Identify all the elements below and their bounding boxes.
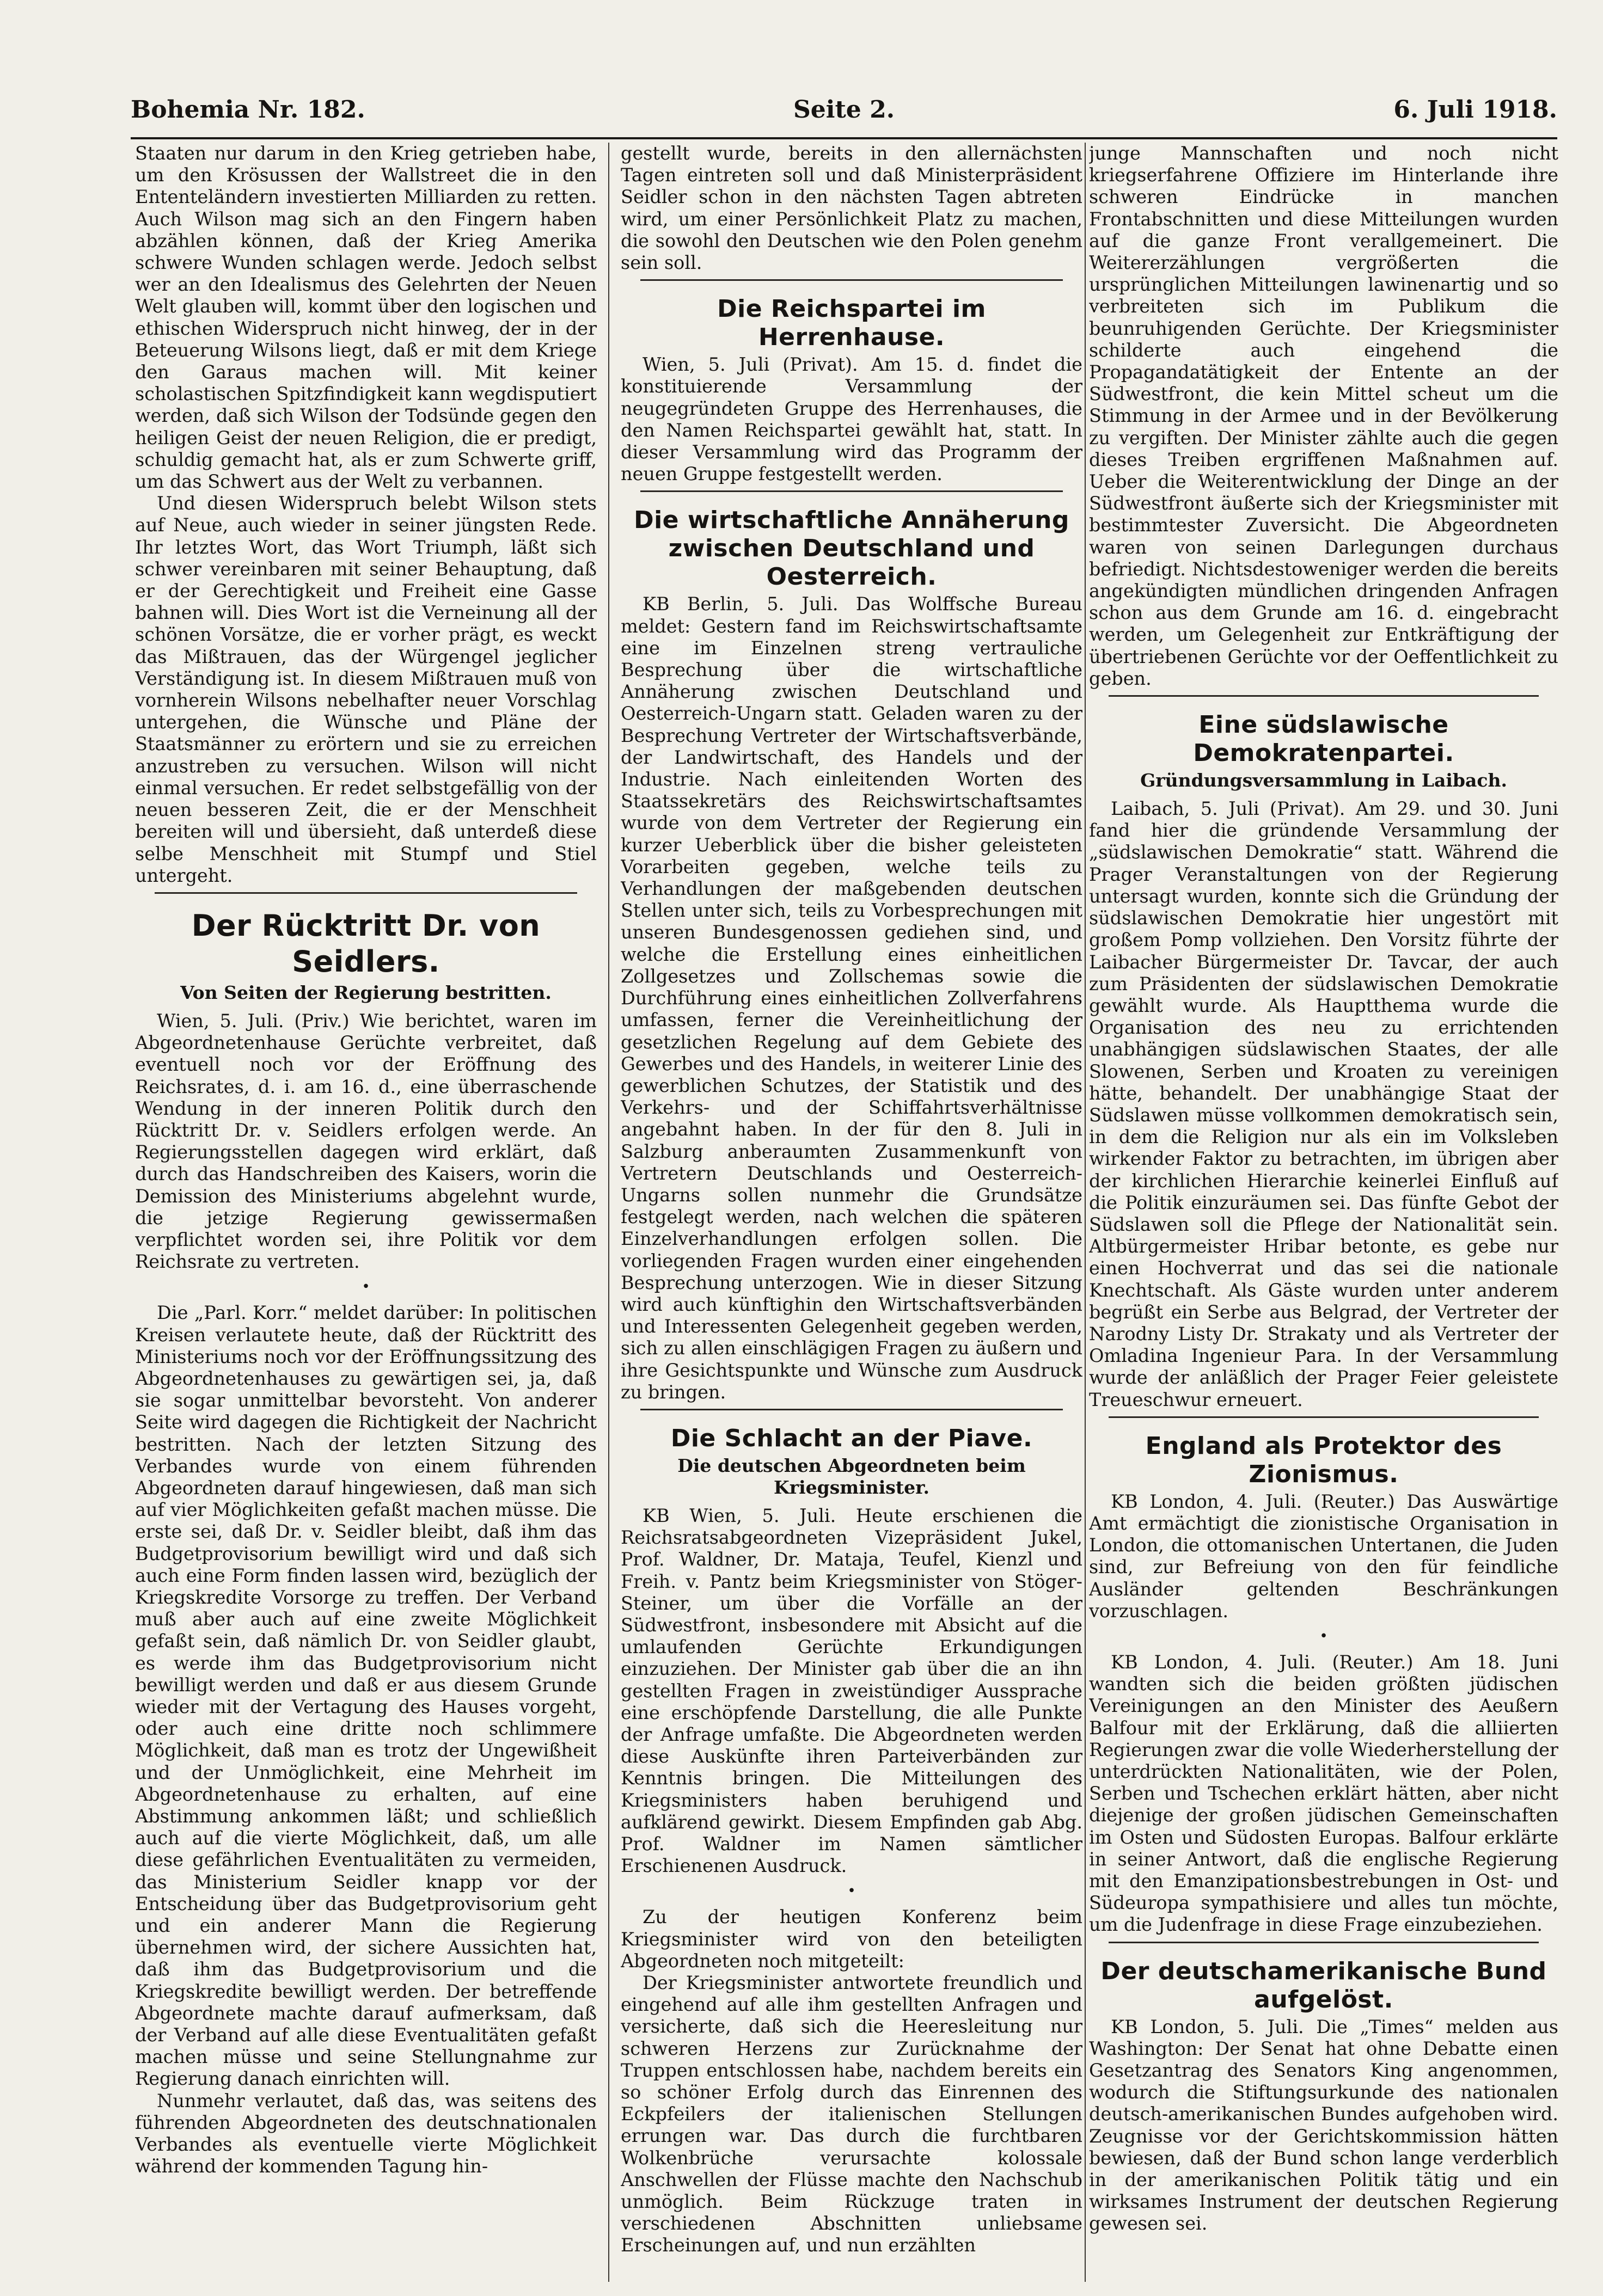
article-paragraph: Zu der heutigen Konferenz beim Kriegsminister wird von den beteiligten Abgeordneten noch mitgeteilt: xyxy=(621,1906,1082,1972)
article-divider xyxy=(155,892,577,894)
column-2 xyxy=(621,143,1082,2282)
masthead-rule xyxy=(131,137,1557,139)
article-paragraph: KB London, 4. Juli. (Reuter.) Das Auswärtige Amt ermächtigt die zionistische Organisation in London, die ottomanischen Untertanen, die Juden sind, zur Befreiung von den für feindliche Ausländer geltenden Beschränkungen vorzuschlagen. xyxy=(1089,1490,1558,1622)
article-paragraph: Laibach, 5. Juli (Privat). Am 29. und 30. Juni fand hier die gründende Versammlung der „südslawischen Demokratie“ statt. Während die Prager Veranstaltungen von der Regierung untersagt wurden, konnte sich die Gründung der südslawischen Demokratie hier ungestört mit großem Pomp vollziehen. Den Vorsitz führte der Laibacher Bürgermeister Dr. Tavcar, der auch zum Präsidenten der südslawischen Demokratie gewählt wurde. Als Hauptthema wurde die Organisation des neu zu errichtenden unabhängigen südslawischen Staates, der alle Slowenen, Serben und Kroaten zu vereinigen hätte, behandelt. Der unabhängige Staat der Südslawen müsse vollkommen demokratisch sein, in dem die Religion nur als ein im Volksleben wirkender Faktor zu betrachten, im übrigen aber der kirchlichen Hierarchie keinerlei Einfluß auf die Politik einzuräumen sei. Das fünfte Gebot der Südslawen soll die Pflege der Nationalität sein. Altbürgermeister Hribar betonte, es gebe nur einen Hochverrat und das sei die nationale Knechtschaft. Als Gäste wurden unter anderem begrüßt ein Serbe aus Belgrad, der Vertreter der Narodny Listy Dr. Strakaty und als Vertreter der Omladina Ingenieur Para. In der Versammlung wurde der anläßlich der Prager Feier geleistete Treueschwur erneuert. xyxy=(1089,798,1558,1410)
article-paragraph: KB Wien, 5. Juli. Heute erschienen die Reichsratsabgeordneten Vizepräsident Jukel, Prof. Waldner, Dr. Mataja, Teufel, Kienzl und Freih. v. Pantz beim Kriegsminister von Stöger-Steiner, um über die Vorfälle an der Südwestfront, insbesondere mit Absicht auf die umlaufenden Gerüchte Erkundigungen einzuziehen. Der Minister gab über die an ihn gestellten Fragen in zweistündiger Aussprache eine erschöpfende Darstellung, die alle Punkte der Anfrage umfaßte. Die Abgeordneten werden diese Auskünfte ihren Parteiverbänden zur Kenntnis bringen. Die Mitteilungen des Kriegsministers haben beruhigend und aufklärend gewirkt. Diesem Empfinden gab Abg. Prof. Waldner im Namen sämtlicher Erschienenen Ausdruck. xyxy=(621,1505,1082,1877)
newspaper-issue: Bohemia Nr. 182. xyxy=(131,96,365,124)
article-divider xyxy=(1109,1942,1539,1943)
column-divider xyxy=(1085,143,1086,2282)
article-paragraph: Und diesen Widerspruch belebt Wilson stets auf Neue, auch wieder in seiner jüngsten Rede. Ihr letztes Wort, das Wort Triumph, läßt sich schwer vereinbaren mit seiner Behauptung, daß er der Gerechtigkeit und Freiheit eine Gasse bahnen will. Dies Wort ist die Verneinung all der schönen Vorsätze, die er vorher prägt, es weckt das Mißtrauen, das der Würgengel jeglicher Verständigung ist. In diesem Mißtrauen muß von vornherein Wilsons nebelhafter neuer Vorschlag untergehen, die Wünsche und Pläne der Staatsmänner zu erörtern und sie zu erreichen anzustreben zu versuchen. Wilson will nicht einmal versuchen. Er redet selbstgefällig von der neuen besseren Zeit, die er der Menschheit bereiten will und übersieht, daß unterdeß diese selbe Menschheit mit Stumpf und Stiel untergeht. xyxy=(135,493,597,886)
headline-annaeherung: Die wirtschaftliche Annäherung zwischen Deutschland und Oesterreich. xyxy=(634,506,1069,591)
separator-dot: • xyxy=(847,1883,856,1900)
article-paragraph: KB London, 5. Juli. Die „Times“ melden aus Washington: Der Senat hat ohne Debatte einen Gesetzantrag des Senators King angenommen, wodurch die Stiftungsurkunde des nationalen deutsch-amerikanischen Bundes aufgehoben wird. Zeugnisse vor der Gerichtskommission hätten bewiesen, daß der Bund schon lange verderblich in der amerikanischen Politik tätig und ein wirksames Instrument der deutschen Regierung gewesen sei. xyxy=(1089,2016,1558,2234)
article-paragraph: Die „Parl. Korr.“ meldet darüber: In politischen Kreisen verlautete heute, daß der Rücktritt des Ministeriums noch vor der Eröffnungssitzung des Abgeordnetenhauses zu gewärtigen sei, ja, daß sie sogar unmittelbar bevorsteht. Von anderer Seite wird dagegen die Richtigkeit der Nachricht bestritten. Nach der letzten Sitzung des Verbandes wurde von einem führenden Abgeordneten darauf hingewiesen, daß man sich auf vier Möglichkeiten gefaßt machen müsse. Die erste sei, daß Dr. v. Seidler bleibt, daß ihm das Budgetprovisorium bewilligt wird und daß sich auch eine Form finden lassen wird, bezüglich der Kriegskredite Vorsorge zu treffen. Der Verband muß aber auch auf eine zweite Möglichkeit gefaßt sein, daß nämlich Dr. von Seidler glaubt, es werde ihm das Budgetprovisorium nicht bewilligt werden und daß er aus diesem Grunde wieder mit der Vertagung des Hauses vorgeht, oder auch eine dritte noch schlimmere Möglichkeit, daß man es trotz der Ungewißheit und der Unmöglichkeit, eine Mehrheit im Abgeordnetenhause zu erhalten, auf eine Abstimmung ankommen läßt; und schließlich auch auf die vierte Möglichkeit, daß, um alle diese gefährlichen Eventualitäten zu vermeiden, das Ministerium Seidler knapp vor der Entscheidung über das Budgetprovisorium geht und ein anderer Mann die Regierung übernehmen wird, der sichere Aussichten hat, daß ihm das Budgetprovisorium und die Kriegskredite bewilligt werden. Der betreffende Abgeordnete machte darauf aufmerksam, daß der Verband auf alle diese Eventualitäten gefaßt machen müsse und seine Stellungnahme zur Regierung danach einrichten will. xyxy=(135,1302,597,2090)
article-paragraph: junge Mannschaften und noch nicht kriegserfahrene Offiziere im Hinterlande ihre schweren Eindrücke in manchen Frontabschnitten und diese Mitteilungen wurden auf die ganze Front verallgemeinert. Die Weitererzählungen vergrößerten die ursprünglichen Mitteilungen lawinenartig und so verbreiteten sich im Publikum die beunruhigenden Gerüchte. Der Kriegsminister schilderte auch eingehend die Propagandatätigkeit der Entente an der Südwestfront, die kein Mittel scheut um die Stimmung in der Armee und in der Bevölkerung zu vergiften. Der Minister zählte auch die gegen dieses Treiben ergriffenen Maßnahmen auf. Ueber die Weiterentwicklung der Dinge an der Südwestfront äußerte sich der Kriegsminister mit bestimmtester Zuversicht. Die Abgeordneten waren von seinen Darlegungen durchaus befriedigt. Nichtsdestoweniger werden die bereits angekündigten mündlichen dringenden Anfragen schon aus dem Grunde am 16. d. eingebracht werden, um Gelegenheit zur Entkräftigung der übertriebenen Gerüchte vor der Oeffentlichkeit zu geben. xyxy=(1089,143,1558,689)
headline-reichspartei: Die Reichspartei im Herrenhause. xyxy=(717,295,986,352)
article-divider xyxy=(640,490,1063,492)
subheadline-suedslawische-demokratenpartei: Gründungsversammlung in Laibach. xyxy=(1140,770,1507,791)
article-paragraph: Der Kriegsminister antwortete freundlich und eingehend auf alle ihm gestellten Anfragen und versicherte, daß sich die Heeresleitung nur schweren Herzens zur Zurücknahme der Truppen entschlossen habe, nachdem bereits ein so schöner Erfolg durch das Einrennen des Eckpfeilers der italienischen Stellungen errungen war. Das durch die furchtbaren Wolkenbrüche verursachte kolossale Anschwellen der Flüsse machte den Nachschub unmöglich. Beim Rückzuge traten in verschiedenen Abschnitten unliebsame Erscheinungen auf, und nun erzählten xyxy=(621,1972,1082,2256)
headline-piave: Die Schlacht an der Piave. xyxy=(670,1424,1033,1452)
issue-date: 6. Juli 1918. xyxy=(1393,96,1557,124)
article-divider xyxy=(640,1409,1063,1410)
article-divider xyxy=(1109,695,1539,697)
headline-deutschamerikanischer-bund: Der deutschamerikanische Bund aufgelöst. xyxy=(1100,1957,1547,2013)
page-number: Seite 2. xyxy=(793,96,895,124)
article-divider xyxy=(1109,1416,1539,1418)
separator-dot: • xyxy=(362,1279,370,1296)
article-paragraph: KB Berlin, 5. Juli. Das Wolffsche Bureau meldet: Gestern fand im Reichswirtschaftsamte eine im Einzelnen streng vertrauliche Besprechung über die wirtschaftliche Annäherung zwischen Deutschland und Oesterreich-Ungarn statt. Geladen waren zu der Besprechung Vertreter der Wirtschaftsverbände, der Landwirtschaft, des Handels und der Industrie. Nach einleitenden Worten des Staatssekretärs des Reichswirtschaftsamtes wurde von dem Vertreter der Regierung ein kurzer Ueberblick über die bisher geleisteten Vorarbeiten gegeben, welche teils zu Verhandlungen der maßgebenden deutschen Stellen unter sich, teils zu Vorbesprechungen mit unseren Bundesgenossen gediehen sind, und welche die Erstellung eines einheitlichen Zollgesetzes und Zollschemas sowie die Durchführung eines einheitlichen Zollverfahrens umfassen, ferner die Vereinheitlichung der gesetzlichen Regelung auf dem Gebiete des Gewerbes und des Handels, in weiterer Linie des gewerblichen Schutzes, der Statistik und des Verkehrs- und der Schiffahrtsverhältnisse angebahnt haben. In der für den 8. Juli in Salzburg anberaumten Zusammenkunft von Vertretern Deutschlands und Oesterreich-Ungarns sollen nunmehr die Grundsätze festgelegt werden, nach welchen die späteren Einzelverhandlungen erfolgen sollen. Die vorliegenden Fragen wurden einer eingehenden Besprechung unterzogen. Wie in dieser Sitzung wird auch künftighin den Wirtschaftsverbänden und Interessenten Gelegenheit gegeben werden, sich zu allen einschlägigen Fragen zu äußern und ihre Gesichtspunkte und Wünsche zum Ausdruck zu bringen. xyxy=(621,593,1082,1403)
separator-dot: • xyxy=(1319,1628,1328,1644)
article-paragraph: Wien, 5. Juli (Privat). Am 15. d. findet die konstituierende Versammlung der neugegründeten Gruppe des Herrenhauses, die den Namen Reichspartei gewählt hat, statt. In dieser Versammlung wird das Programm der neuen Gruppe festgestellt werden. xyxy=(621,354,1082,485)
article-paragraph: KB London, 4. Juli. (Reuter.) Am 18. Juni wandten sich die beiden größten jüdischen Vereinigungen an den Minister des Aeußern Balfour mit der Erklärung, daß die alliierten Regierungen zwar die volle Wiederherstellung der unterdrückten Nationalitäten, wie der Polen, Serben und Tschechen erklärt hätten, aber nicht diejenige der großen jüdischen Gemeinschaften im Osten und Südosten Europas. Balfour erklärte in seiner Antwort, daß die englische Regierung mit den Emanzipationsbestrebungen in Ost- und Südeuropa sympathisiere und alles tun möchte, um die Judenfrage in diese Frage einzubeziehen. xyxy=(1089,1651,1558,1936)
headline-suedslawische-demokratenpartei: Eine südslawische Demokratenpartei. xyxy=(1193,711,1454,768)
article-paragraph: gestellt wurde, bereits in den allernächsten Tagen eintreten soll und daß Ministerpräsident Seidler schon in den nächsten Tagen abtreten wird, um einer Persönlichkeit Platz zu machen, die sowohl den Deutschen wie den Polen genehm sein soll. xyxy=(621,143,1082,274)
headline-zionismus: England als Protektor des Zionismus. xyxy=(1145,1432,1502,1488)
article-paragraph: Nunmehr verlautet, daß das, was seitens des führenden Abgeordneten des deutschnationalen Verbandes als eventuelle vierte Möglichkeit während der kommenden Tagung hin- xyxy=(135,2090,597,2177)
subheadline-ruecktritt: Von Seiten der Regierung bestritten. xyxy=(180,981,552,1003)
article-divider xyxy=(640,279,1063,281)
masthead xyxy=(131,96,1557,134)
column-1 xyxy=(135,143,597,2282)
column-divider xyxy=(608,143,609,2282)
column-3 xyxy=(1089,143,1558,2282)
subheadline-piave: Die deutschen Abgeordneten beim Kriegsminister. xyxy=(677,1454,1026,1498)
article-paragraph: Staaten nur darum in den Krieg getrieben habe, um den Krösussen der Wallstreet die in den Ententeländern investierten Milliarden zu retten. Auch Wilson mag sich an den Fingern haben abzählen können, daß der Krieg Amerika schwere Wunden schlagen werde. Jedoch selbst wer an den Idealismus des Gelehrten der Neuen Welt glauben will, kommt über den logischen und ethischen Widerspruch nicht hinweg, der in der Beteuerung Wilsons liegt, daß er mit dem Kriege den Garaus machen will. Mit keiner scholastischen Spitzfindigkeit kann wegdisputiert werden, daß sich Wilson der Todsünde gegen den heiligen Geist der neuen Religion, die er predigt, schuldig gemacht hat, als er zum Schwerte griff, um das Schwert aus der Welt zu verbannen. xyxy=(135,143,597,493)
headline-ruecktritt: Der Rücktritt Dr. von Seidlers. xyxy=(191,908,541,979)
article-paragraph: Wien, 5. Juli. (Priv.) Wie berichtet, waren im Abgeordnetenhause Gerüchte verbreitet, daß eventuell noch vor der Eröffnung des Reichsrates, d. i. am 16. d., eine überraschende Wendung in der inneren Politik durch den Rücktritt Dr. v. Seidlers erfolgen werde. An Regierungsstellen dagegen wird erklärt, daß durch das Handschreiben des Kaisers, worin die Demission des Ministeriums abgelehnt wurde, die jetzige Regierung gewissermaßen verpflichtet worden sei, ihre Politik vor dem Reichsrate zu vertreten. xyxy=(135,1010,597,1273)
